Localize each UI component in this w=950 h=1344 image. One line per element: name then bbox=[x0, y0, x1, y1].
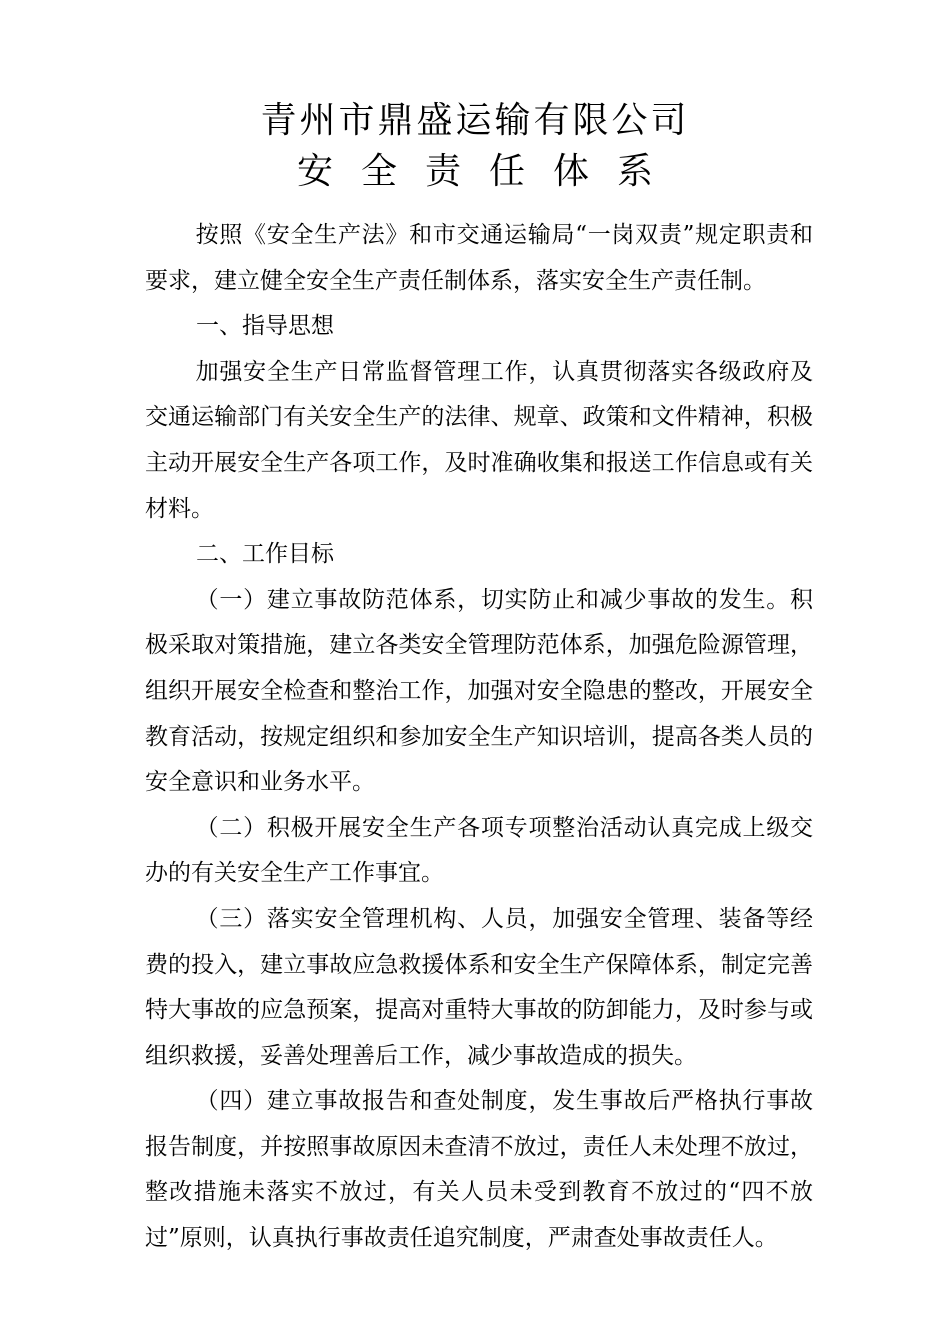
section1-heading: 一、指导思想 bbox=[196, 313, 334, 340]
section2-heading: 二、工作目标 bbox=[196, 541, 334, 568]
goal-item-2: （二）积极开展安全生产各项专项整治活动认真完成上级交办的有关安全生产工作事宜。 bbox=[145, 814, 813, 887]
goal-item-1: （一）建立事故防范体系，切实防止和减少事故的发生。积极采取对策措施，建立各类安全管理防范体系，加强危险源管理，组织开展安全检查和整治工作，加强对安全隐患的整改，开展安全教育活动，按规定组织和参加安全生产知识培训，提高各类人员的安全意识和业务水平。 bbox=[145, 586, 813, 796]
section1-paragraph: 加强安全生产日常监督管理工作，认真贯彻落实各级政府及交通运输部门有关安全生产的法律、规章、政策和文件精神，积极主动开展安全生产各项工作，及时准确收集和报送工作信息或有关材料。 bbox=[145, 358, 813, 522]
document-body bbox=[145, 213, 813, 1262]
goal-item-3: （三）落实安全管理机构、人员，加强安全管理、装备等经费的投入，建立事故应急救援体系和安全生产保障体系，制定完善特大事故的应急预案，提高对重特大事故的防卸能力，及时参与或组织救援，妥善处理善后工作，减少事故造成的损失。 bbox=[145, 905, 813, 1069]
company-title: 青州市鼎盛运输有限公司 bbox=[260, 100, 690, 141]
goal-item-4: （四）建立事故报告和查处制度，发生事故后严格执行事故报告制度，并按照事故原因未查清不放过，责任人未处理不放过，整改措施未落实不放过，有关人员未受到教育不放过的“四不放过”原则，认真执行事故责任追究制度，严肃查处事故责任人。 bbox=[145, 1088, 813, 1252]
document-title: 安全责任体系 bbox=[296, 151, 681, 192]
intro-paragraph: 按照《安全生产法》和市交通运输局“一岗双责”规定职责和要求，建立健全安全生产责任制体系，落实安全生产责任制。 bbox=[145, 222, 813, 294]
